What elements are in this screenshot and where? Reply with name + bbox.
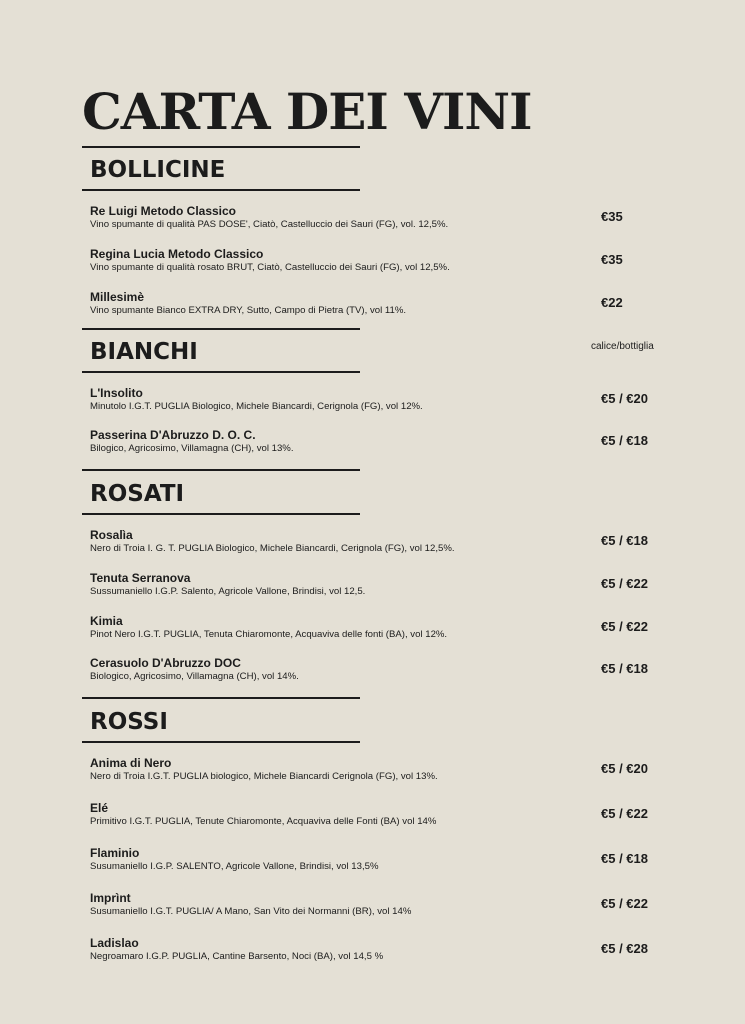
wine-price: €5 / €18 (601, 433, 648, 448)
wine-description: Susumaniello I.G.T. PUGLIA/ A Mano, San Vito dei Normanni (BR), vol 14% (90, 906, 412, 917)
wine-description: Sussumaniello I.G.P. Salento, Agricole Vallone, Brindisi, vol 12,5. (90, 586, 366, 597)
wine-item (90, 571, 690, 601)
wine-price: €5 / €22 (601, 806, 648, 821)
wine-name: Kimia (90, 614, 123, 628)
wine-name: Passerina D'Abruzzo D. O. C. (90, 428, 256, 442)
section-title-bollicine: BOLLICINE (90, 157, 226, 183)
wine-price: €35 (601, 252, 623, 267)
section-divider (82, 697, 360, 699)
wine-item (90, 528, 690, 558)
wine-description: Vino spumante Bianco EXTRA DRY, Sutto, Campo di Pietra (TV), vol 11%. (90, 305, 407, 316)
wine-description: Minutolo I.G.T. PUGLIA Biologico, Michele Biancardi, Cerignola (FG), vol 12%. (90, 401, 423, 412)
wine-description: Pinot Nero I.G.T. PUGLIA, Tenuta Chiaromonte, Acquaviva delle fonti (BA), vol 12%. (90, 629, 448, 640)
section-divider (82, 146, 360, 148)
wine-name: Cerasuolo D'Abruzzo DOC (90, 656, 241, 670)
wine-item (90, 428, 690, 458)
wine-price: €5 / €18 (601, 851, 648, 866)
wine-description: Bilogico, Agricosimo, Villamagna (CH), vol 13%. (90, 443, 294, 454)
wine-item (90, 656, 690, 686)
section-title-rosati: ROSATI (90, 481, 185, 507)
wine-name: Elé (90, 801, 109, 815)
wine-item (90, 891, 690, 921)
wine-item (90, 801, 690, 831)
wine-item (90, 846, 690, 876)
wine-name: Ladislao (90, 936, 139, 950)
wine-name: Rosalìa (90, 528, 133, 542)
wine-price: €22 (601, 295, 623, 310)
price-column-note: calice/bottiglia (591, 341, 654, 352)
wine-price: €5 / €18 (601, 661, 648, 676)
page-title: CARTA DEI VINI (82, 82, 532, 141)
wine-item (90, 386, 690, 416)
wine-description: Nero di Troia I.G.T. PUGLIA biologico, Michele Biancardi Cerignola (FG), vol 13%. (90, 771, 438, 782)
wine-description: Primitivo I.G.T. PUGLIA, Tenute Chiaromonte, Acquaviva delle Fonti (BA) vol 14% (90, 816, 437, 827)
wine-name: Imprìnt (90, 891, 131, 905)
wine-item (90, 936, 690, 966)
wine-item (90, 614, 690, 644)
section-title-bianchi: BIANCHI (90, 339, 198, 365)
section-title-rossi: ROSSI (90, 709, 168, 735)
wine-price: €5 / €20 (601, 391, 648, 406)
section-divider (82, 328, 360, 330)
wine-item (90, 756, 690, 786)
wine-description: Nero di Troia I. G. T. PUGLIA Biologico, Michele Biancardi, Cerignola (FG), vol 12,5%. (90, 543, 455, 554)
wine-name: Tenuta Serranova (90, 571, 191, 585)
wine-price: €5 / €22 (601, 576, 648, 591)
section-divider (82, 189, 360, 191)
wine-name: L'Insolito (90, 386, 143, 400)
wine-name: Flaminio (90, 846, 140, 860)
wine-price: €5 / €22 (601, 619, 648, 634)
section-divider (82, 513, 360, 515)
wine-item (90, 204, 690, 234)
section-divider (82, 371, 360, 373)
wine-description: Biologico, Agricosimo, Villamagna (CH), vol 14%. (90, 671, 299, 682)
wine-price: €5 / €28 (601, 941, 648, 956)
wine-price: €5 / €22 (601, 896, 648, 911)
wine-name: Re Luigi Metodo Classico (90, 204, 237, 218)
wine-name: Anima di Nero (90, 756, 172, 770)
wine-name: Regina Lucia Metodo Classico (90, 247, 264, 261)
wine-description: Susumaniello I.G.P. SALENTO, Agricole Vallone, Brindisi, vol 13,5% (90, 861, 379, 872)
wine-description: Vino spumante di qualità PAS DOSE', Ciatò, Castelluccio dei Sauri (FG), vol. 12,5%. (90, 219, 449, 230)
wine-name: Millesimè (90, 290, 145, 304)
wine-price: €35 (601, 209, 623, 224)
section-divider (82, 469, 360, 471)
wine-item (90, 247, 690, 277)
wine-price: €5 / €20 (601, 761, 648, 776)
section-divider (82, 741, 360, 743)
wine-price: €5 / €18 (601, 533, 648, 548)
wine-item (90, 290, 690, 320)
wine-description: Negroamaro I.G.P. PUGLIA, Cantine Barsento, Noci (BA), vol 14,5 % (90, 951, 384, 962)
wine-description: Vino spumante di qualità rosato BRUT, Ciatò, Castelluccio dei Sauri (FG), vol 12,5%. (90, 262, 450, 273)
